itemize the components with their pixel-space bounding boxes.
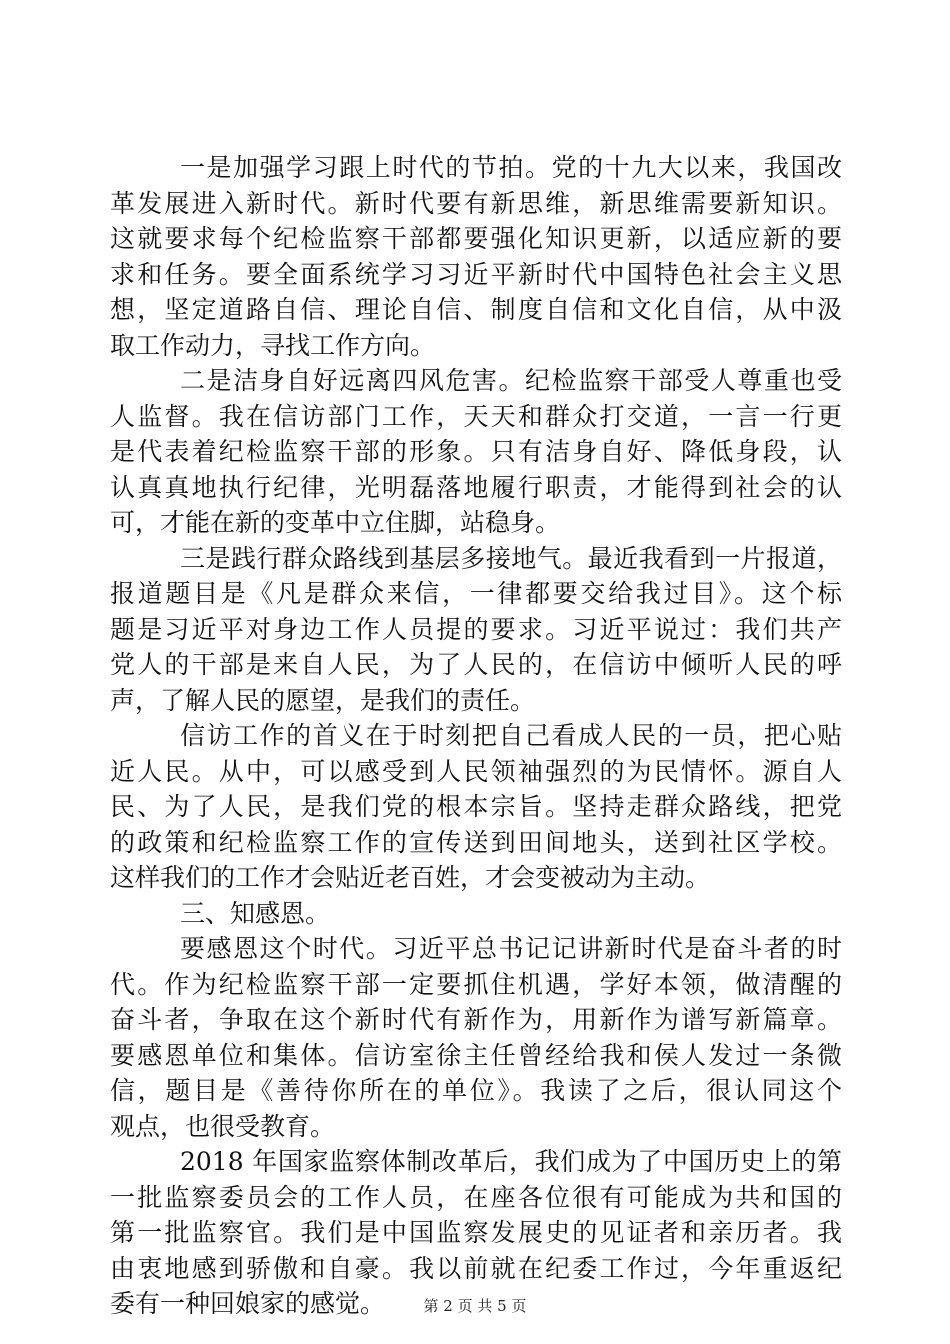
text-line: 第一批监察官。我们是中国监察发展史的见证者和亲历者。我: [110, 1218, 842, 1247]
text-line: 人监督。我在信访部门工作，天天和群众打交道，一言一行更: [110, 401, 842, 431]
text-line: 革发展进入新时代。新时代要有新思维，新思维需要新知识。: [110, 188, 842, 218]
text-line: 党人的干部是来自人民，为了人民的，在信访中倾听人民的呼: [110, 650, 842, 679]
text-line: 这样我们的工作才会贴近老百姓，才会变被动为主动。: [110, 863, 711, 892]
text-line: 三、知感恩。: [180, 898, 331, 928]
text-line: 代。作为纪检监察干部一定要抓住机遇，学好本领，做清醒的: [110, 969, 842, 999]
text-line: 的政策和纪检监察工作的宣传送到田间地头，送到社区学校。: [110, 827, 842, 857]
text-line: 由衷地感到骄傲和自豪。我以前就在纪委工作过，今年重返纪: [110, 1253, 842, 1283]
text-line: 近人民。从中，可以感受到人民领袖强烈的为民情怀。源自人: [110, 756, 842, 786]
text-line: 求和任务。要全面系统学习习近平新时代中国特色社会主义思: [110, 259, 842, 289]
text-line: 委有一种回娘家的感觉。: [110, 1289, 386, 1318]
text-line: 民、为了人民，是我们党的根本宗旨。坚持走群众路线，把党: [110, 792, 842, 821]
text-line: 想，坚定道路自信、理论自信、制度自信和文化自信，从中汲: [110, 295, 842, 324]
text-line: 三是践行群众路线到基层多接地气。最近我看到一片报道，: [180, 543, 842, 573]
text-line: 观点，也很受教育。: [110, 1111, 336, 1141]
text-line: 一批监察委员会的工作人员，在座各位很有可能成为共和国的: [110, 1182, 842, 1212]
text-line: 信访工作的首义在于时刻把自己看成人民的一员，把心贴: [180, 721, 842, 750]
text-line: 声，了解人民的愿望，是我们的责任。: [110, 685, 536, 715]
text-line: 取工作动力，寻找工作方向。: [110, 330, 436, 360]
text-line: 信，题目是《善待你所在的单位》。我读了之后，很认同这个: [110, 1076, 842, 1105]
text-line: 题是习近平对身边工作人员提的要求。习近平说过：我们共产: [110, 614, 842, 644]
text-line: 这就要求每个纪检监察干部都要强化知识更新，以适应新的要: [110, 224, 842, 253]
page-footer: 第 2 页 共 5 页: [423, 1297, 527, 1315]
text-line: 认真真地执行纪律，光明磊落地履行职责，才能得到社会的认: [110, 472, 842, 502]
text-line: 可，才能在新的变革中立住脚，站稳身。: [110, 508, 561, 537]
text-line: 奋斗者，争取在这个新时代有新作为，用新作为谱写新篇章。: [110, 1005, 842, 1034]
document-body: [110, 150, 842, 1322]
text-line: 要感恩这个时代。习近平总书记记讲新时代是奋斗者的时: [180, 934, 842, 963]
text-line: 报道题目是《凡是群众来信，一律都要交给我过目》。这个标: [110, 579, 842, 608]
text-line: 一是加强学习跟上时代的节拍。党的十九大以来，我国改: [180, 153, 842, 182]
text-line: 2018 年国家监察体制改革后，我们成为了中国历史上的第: [180, 1147, 842, 1176]
text-line: 要感恩单位和集体。信访室徐主任曾经给我和侯人发过一条微: [110, 1040, 842, 1070]
text-line: 是代表着纪检监察干部的形象。只有洁身自好、降低身段，认: [110, 437, 842, 466]
text-line: 二是洁身自好远离四风危害。纪检监察干部受人尊重也受: [180, 366, 842, 395]
